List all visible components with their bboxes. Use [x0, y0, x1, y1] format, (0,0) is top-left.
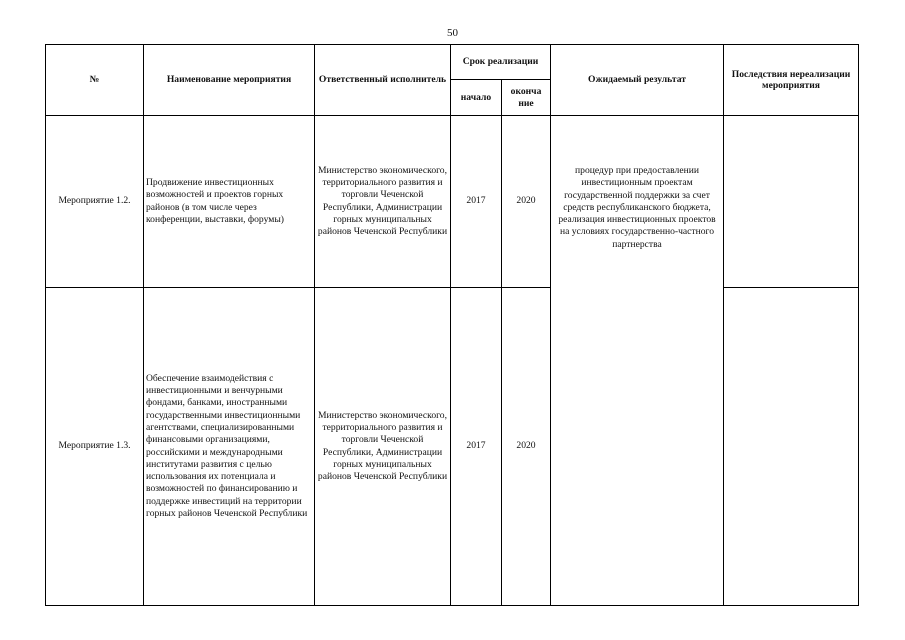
- row-start: 2017: [466, 195, 486, 207]
- table-row: [46, 116, 859, 288]
- header-num: №: [46, 45, 144, 116]
- header-start: начало: [451, 80, 502, 116]
- row-name-cell: [144, 288, 315, 606]
- header-name: Наименование мероприятия: [144, 45, 315, 116]
- header-executor: Ответственный исполнитель: [315, 45, 451, 116]
- row-consequences-cell: [724, 288, 859, 606]
- shared-result-cell: [551, 116, 724, 606]
- row-start-cell: [451, 116, 502, 288]
- row-start: 2017: [466, 440, 486, 452]
- row-end: 2020: [516, 440, 536, 452]
- row-executor-cell: [315, 116, 451, 288]
- row-num: Мероприятие 1.3.: [58, 440, 131, 452]
- row-executor: Министерство экономического, территориального развития и торговли Чеченской Республики, Администрации горных муниципальных районов Чеченской Республики: [317, 409, 448, 483]
- header-end: оконча ние: [502, 80, 551, 116]
- row-name: Продвижение инвестиционных возможностей и проектов горных районов (в том числе через конференции, выставки, форумы): [146, 176, 284, 225]
- shared-result: процедур при предоставлении инвестиционным проектам государственной поддержки за счет средств республиканского бюджета, реализация инвестиционных проектов на условиях государственно-частного партнерства: [558, 165, 716, 250]
- row-executor-cell: [315, 288, 451, 606]
- row-end: 2020: [516, 195, 536, 207]
- header-term: Срок реализации: [451, 45, 551, 80]
- row-num: Мероприятие 1.2.: [58, 195, 131, 207]
- page-number: 50: [447, 27, 458, 39]
- measures-table: [45, 44, 859, 606]
- header-consequences: Последствия нереализации мероприятия: [724, 45, 859, 116]
- table-row: [46, 288, 859, 606]
- row-num-cell: [46, 116, 144, 288]
- row-end-cell: [502, 116, 551, 288]
- row-consequences-cell: [724, 116, 859, 288]
- header-result: Ожидаемый результат: [551, 45, 724, 116]
- row-num-cell: [46, 288, 144, 606]
- row-name-cell: [144, 116, 315, 288]
- row-name: Обеспечение взаимодействия с инвестиционными и венчурными фондами, банками, иностранными государственными инвестиционными агентствами, специализированными финансовыми организациями, российскими и международными институтами развития с целью использования их потенциала и возможностей по финансированию и поддержке инвестиций на территории горных районов Чеченской Республики: [146, 372, 308, 519]
- row-start-cell: [451, 288, 502, 606]
- row-executor: Министерство экономического, территориального развития и торговли Чеченской Республики, Администрации горных муниципальных районов Чеченской Республики: [317, 164, 448, 238]
- row-end-cell: [502, 288, 551, 606]
